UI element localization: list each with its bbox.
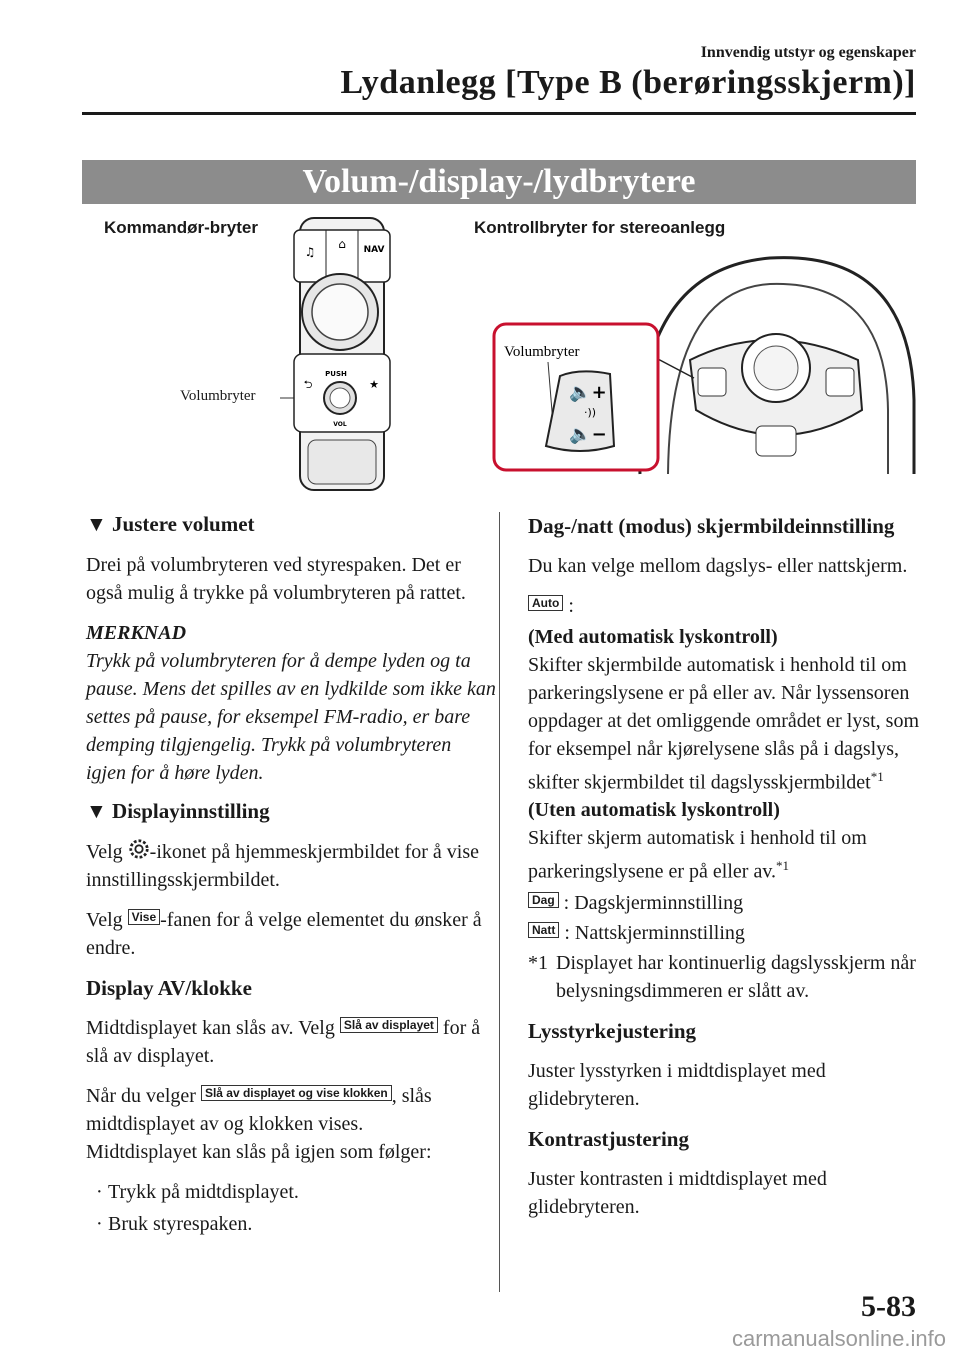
favorite-button-label: ★ bbox=[369, 378, 379, 391]
heading-display-off: Display AV/klokke bbox=[86, 976, 252, 1000]
page-number: 5-83 bbox=[861, 1290, 916, 1323]
auto-with-title: (Med automatisk lyskontroll) bbox=[528, 626, 778, 648]
display-off-clock-button[interactable]: Slå av displayet og vise klokken bbox=[201, 1085, 392, 1101]
running-header-chapter: Lydanlegg [Type B (berøringsskjerm)] bbox=[340, 64, 916, 101]
note-body: Trykk på volumbryteren for å dempe lyden og ta pause. Mens det spilles av en lydkilde som ikke kan settes på pause, for eksempel FM-radio, er bare demping tilgjengelig. Trykk på volumbryteren igjen for å høre lyden. bbox=[86, 650, 496, 784]
bullet-item: · Bruk styrespaken. bbox=[96, 1213, 253, 1235]
auto-option: Auto : bbox=[528, 592, 920, 620]
watermark: carmanualsonline.info bbox=[731, 1326, 946, 1351]
auto-without-body: Skifter skjerm automatisk i henhold til om parkeringslysene er på eller av.$^{*1}$ bbox=[528, 826, 867, 883]
music-button-label: ♫ bbox=[304, 245, 316, 259]
vol-label: VOL bbox=[333, 421, 347, 428]
vise-tab-button[interactable]: Vise bbox=[128, 909, 160, 925]
display-paragraph-1: Velg -ikonet på hjemmeskjermbildet for å vise innstillingsskjermbildet. bbox=[86, 838, 496, 894]
commander-switch-label: Kommandør-bryter bbox=[104, 218, 258, 237]
steering-switch-label: Kontrollbryter for stereoanlegg bbox=[474, 218, 726, 237]
volume-paragraph: Drei på volumbryteren ved styrespaken. Det er også mulig å trykke på volumbryteren på rattet. bbox=[86, 554, 466, 604]
auto-with-body: Skifter skjermbilde automatisk i henhold til om parkeringslysene er på eller av. Når lyssensoren oppdager at det omliggende området er lyst, som for eksempel når kjørelysene slås på i dagslys, skifter skjermbildet til dagslysskjermbildet$^{*1}$ bbox=[528, 654, 920, 794]
left-column bbox=[86, 512, 496, 1242]
day-option: Dag : Dagskjerminnstilling bbox=[528, 889, 920, 917]
display-paragraph-2: Velg Vise -fanen for å velge elementet du ønsker å endre. bbox=[86, 909, 482, 959]
day-button[interactable]: Dag bbox=[528, 892, 559, 908]
nav-button-label: NAV bbox=[363, 245, 385, 255]
push-label: PUSH bbox=[325, 370, 347, 378]
commander-switch-illustration bbox=[280, 212, 398, 494]
contrast-paragraph: Juster kontrasten i midtdisplayet med glidebryteren. bbox=[528, 1168, 827, 1219]
right-column bbox=[528, 512, 920, 1233]
night-button[interactable]: Natt bbox=[528, 922, 559, 938]
brightness-paragraph: Juster lysstyrken i midtdisplayet med glidebryteren. bbox=[528, 1060, 826, 1111]
running-header-section: Innvendig utstyr og egenskaper bbox=[700, 44, 916, 61]
display-clock-paragraph: Når du velger Slå av displayet og vise klokken , slås midtdisplayet av og klokken vises. bbox=[86, 1085, 432, 1135]
auto-button[interactable]: Auto bbox=[528, 595, 563, 611]
heading-contrast: Kontrastjustering bbox=[528, 1127, 689, 1152]
column-divider bbox=[499, 512, 500, 1292]
display-off-button[interactable]: Slå av displayet bbox=[340, 1017, 438, 1033]
steering-wheel-illustration bbox=[490, 250, 916, 476]
section-title: Volum-/display-/lydbrytere bbox=[82, 160, 916, 204]
back-button-label: ⮌ bbox=[303, 378, 313, 391]
display-on-paragraph: Midtdisplayet kan slås på igjen som følger: bbox=[86, 1141, 432, 1163]
footnote: *1 Displayet har kontinuerlig dagslysskjerm når belysningsdimmeren er slått av. bbox=[528, 952, 916, 1003]
svg-text:🔈+: 🔈+ bbox=[569, 382, 607, 403]
header-rule bbox=[82, 112, 916, 115]
steering-volume-callout: Volumbryter bbox=[504, 344, 580, 360]
bullet-item: · Trykk på midtdisplayet. bbox=[96, 1181, 299, 1203]
settings-gear-icon bbox=[128, 838, 150, 860]
svg-text:·)): ·)) bbox=[583, 406, 597, 419]
note-title: MERKNAD bbox=[86, 622, 187, 644]
display-off-paragraph: Midtdisplayet kan slås av. Velg Slå av displayet for å slå av displayet. bbox=[86, 1017, 481, 1067]
home-button-label: ⌂ bbox=[338, 237, 346, 251]
heading-brightness: Lysstyrkejustering bbox=[528, 1019, 696, 1044]
auto-without-title: (Uten automatisk lyskontroll) bbox=[528, 798, 780, 821]
heading-day-night: Dag-/natt (modus) skjermbildeinnstilling bbox=[528, 514, 895, 538]
heading-volume: ▼ Justere volumet bbox=[86, 512, 255, 536]
svg-text:🔈−: 🔈− bbox=[569, 424, 607, 445]
night-option: Natt : Nattskjerminnstilling bbox=[528, 919, 920, 947]
day-night-paragraph: Du kan velge mellom dagslys- eller nattskjerm. bbox=[528, 555, 908, 577]
heading-display: ▼ Displayinnstilling bbox=[86, 799, 270, 823]
commander-volume-callout: Volumbryter bbox=[180, 388, 256, 404]
